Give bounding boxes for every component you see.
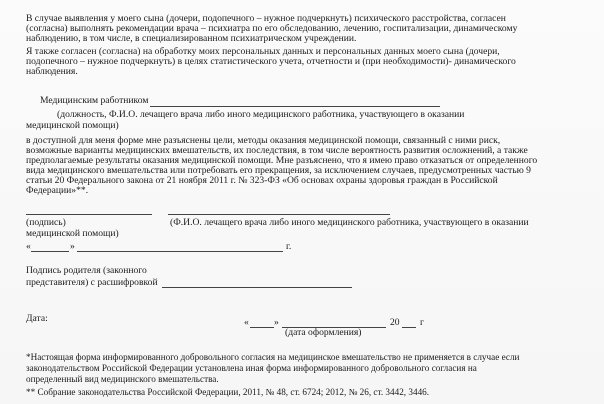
consent-paragraph-2-line-1: Я также согласен (согласна) на обработку моих персональных данных и персональных данных моего сына (дочери, <box>26 46 500 57</box>
medic-name-field-line[interactable] <box>150 106 440 107</box>
date-open-quote: « <box>244 317 249 328</box>
date-caption: (дата оформления) <box>285 327 362 338</box>
parent-label-line-2: представителя) с расшифровкой <box>26 277 158 288</box>
footnote-1-line-2: законодательством Российской Федерации установлена иная форма информированного добровольного согласия на <box>26 363 477 373</box>
parent-label-line-1: Подпись родителя (законного <box>26 265 147 276</box>
signature-caption: (подпись) <box>26 217 66 228</box>
consent-paragraph-1-line-2: (согласна) выполнять рекомендации врача – психиатра по его обследованию, лечению, госпитализации, динамическому <box>26 23 518 34</box>
consent-paragraph-1-line-3: наблюдению, в том числе, в специализированном психиатрическом учреждении. <box>26 33 357 44</box>
parent-signature-field-line[interactable] <box>162 287 352 288</box>
explanation-line-1: в доступной для меня форме мне разъяснены цели, методы оказания медицинской помощи, связанный с ними риск, <box>26 135 501 146</box>
date-year-field[interactable] <box>402 327 416 328</box>
medic-caption-line-1: (должность, Ф.И.О. лечащего врача либо иного медицинского работника, участвующего в оказании <box>57 109 465 120</box>
signature-month-year-field[interactable] <box>77 251 283 252</box>
doctor-name-field-line[interactable] <box>168 214 390 215</box>
date-label: Дата: <box>26 313 48 324</box>
date-year-suffix: г <box>420 317 424 328</box>
date-day-field[interactable] <box>250 327 274 328</box>
explanation-line-4: вида медицинского вмешательства или потребовать его прекращения, за исключением случаев, предусмотренных частью 9 <box>26 165 531 176</box>
explanation-line-3: предполагаемые результаты оказания медицинской помощи. Мне разъяснено, что я имею право отказаться от определенного <box>26 155 538 166</box>
date-year-prefix: 20 <box>390 317 400 328</box>
signature-year-suffix: г. <box>286 241 292 252</box>
explanation-line-5: статьи 20 Федерального закона от 21 ноября 2011 г. № 323-ФЗ «Об основах охраны здоровья граждан в Российской <box>26 175 498 186</box>
footnote-2: ** Собрание законодательства Российской Федерации, 2011, № 48, ст. 6724; 2012, № 26, ст. 3442, 3446. <box>26 387 430 397</box>
medic-label: Медицинским работником <box>40 95 149 106</box>
signature-date-close-quote: » <box>70 241 75 252</box>
signature-day-field[interactable] <box>31 251 69 252</box>
medic-caption-line-2: медицинской помощи) <box>26 120 119 131</box>
doctor-caption-line-2: медицинской помощи) <box>26 228 119 239</box>
date-close-quote: » <box>274 317 279 328</box>
footnote-1-line-3: определенный вид медицинского вмешательства. <box>26 374 219 384</box>
footnote-1-line-1: *Настоящая форма информированного добровольного согласия на медицинское вмешательство не применяется в случае если <box>26 352 520 362</box>
doctor-caption-line-1: (Ф.И.О. лечащего врача либо иного медицинского работника, участвующего в оказании <box>170 217 529 228</box>
consent-paragraph-2-line-3: наблюдения. <box>26 66 78 77</box>
signature-date-open-quote: « <box>26 241 31 252</box>
explanation-line-2: возможные варианты медицинских вмешательств, их последствия, в том числе вероятность развития осложнений, а также <box>26 145 528 156</box>
consent-paragraph-1-line-1: В случае выявления у моего сына (дочери, подопечного – нужное подчеркнуть) психического расстройства, согласен <box>26 13 506 24</box>
explanation-line-6: Федерации»**. <box>26 185 89 196</box>
consent-paragraph-2-line-2: подопечного – нужное подчеркнуть) в целях статистического учета, отчетности и (при необходимости)- динамического <box>26 56 516 67</box>
signature-field-line[interactable] <box>26 214 152 215</box>
